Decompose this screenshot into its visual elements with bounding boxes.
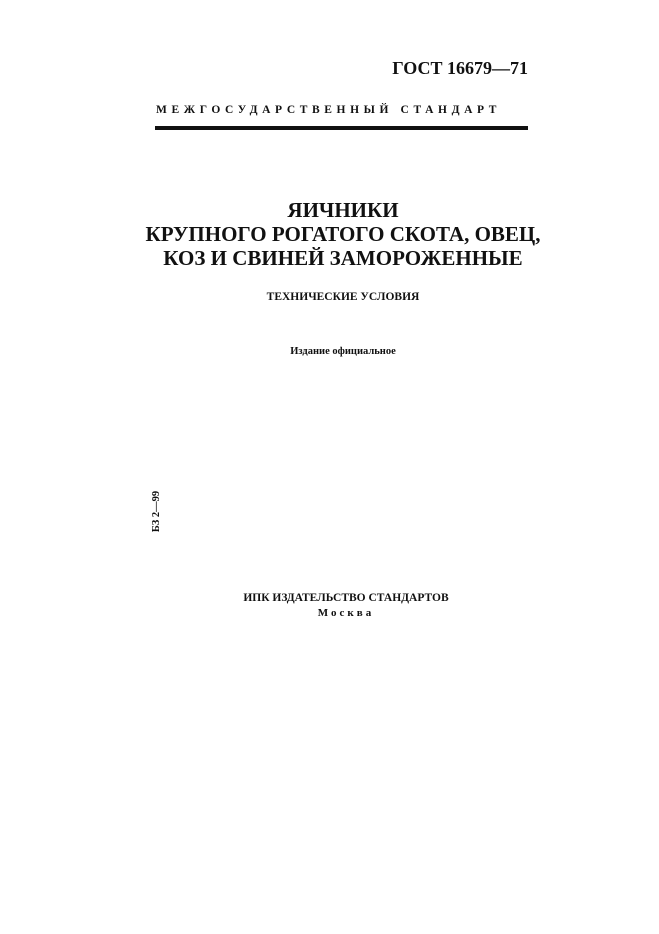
- standard-type-header: МЕЖГОСУДАРСТВЕННЫЙ СТАНДАРТ: [156, 104, 502, 116]
- publisher-city: Москва: [317, 607, 375, 619]
- edition-note: Издание официальное: [290, 346, 396, 357]
- title-line-1: ЯИЧНИКИ: [287, 198, 399, 222]
- publisher: ИПК ИЗДАТЕЛЬСТВО СТАНДАРТОВ: [243, 592, 449, 604]
- title-line-3: КОЗ И СВИНЕЙ ЗАМОРОЖЕННЫЕ: [163, 246, 523, 270]
- standard-code: ГОСТ 16679—71: [392, 58, 528, 78]
- title-line-2: КРУПНОГО РОГАТОГО СКОТА, ОВЕЦ,: [145, 222, 541, 246]
- side-code: БЗ 2—99: [151, 490, 163, 533]
- subtitle: ТЕХНИЧЕСКИЕ УСЛОВИЯ: [266, 291, 420, 303]
- header-rule: [155, 126, 528, 130]
